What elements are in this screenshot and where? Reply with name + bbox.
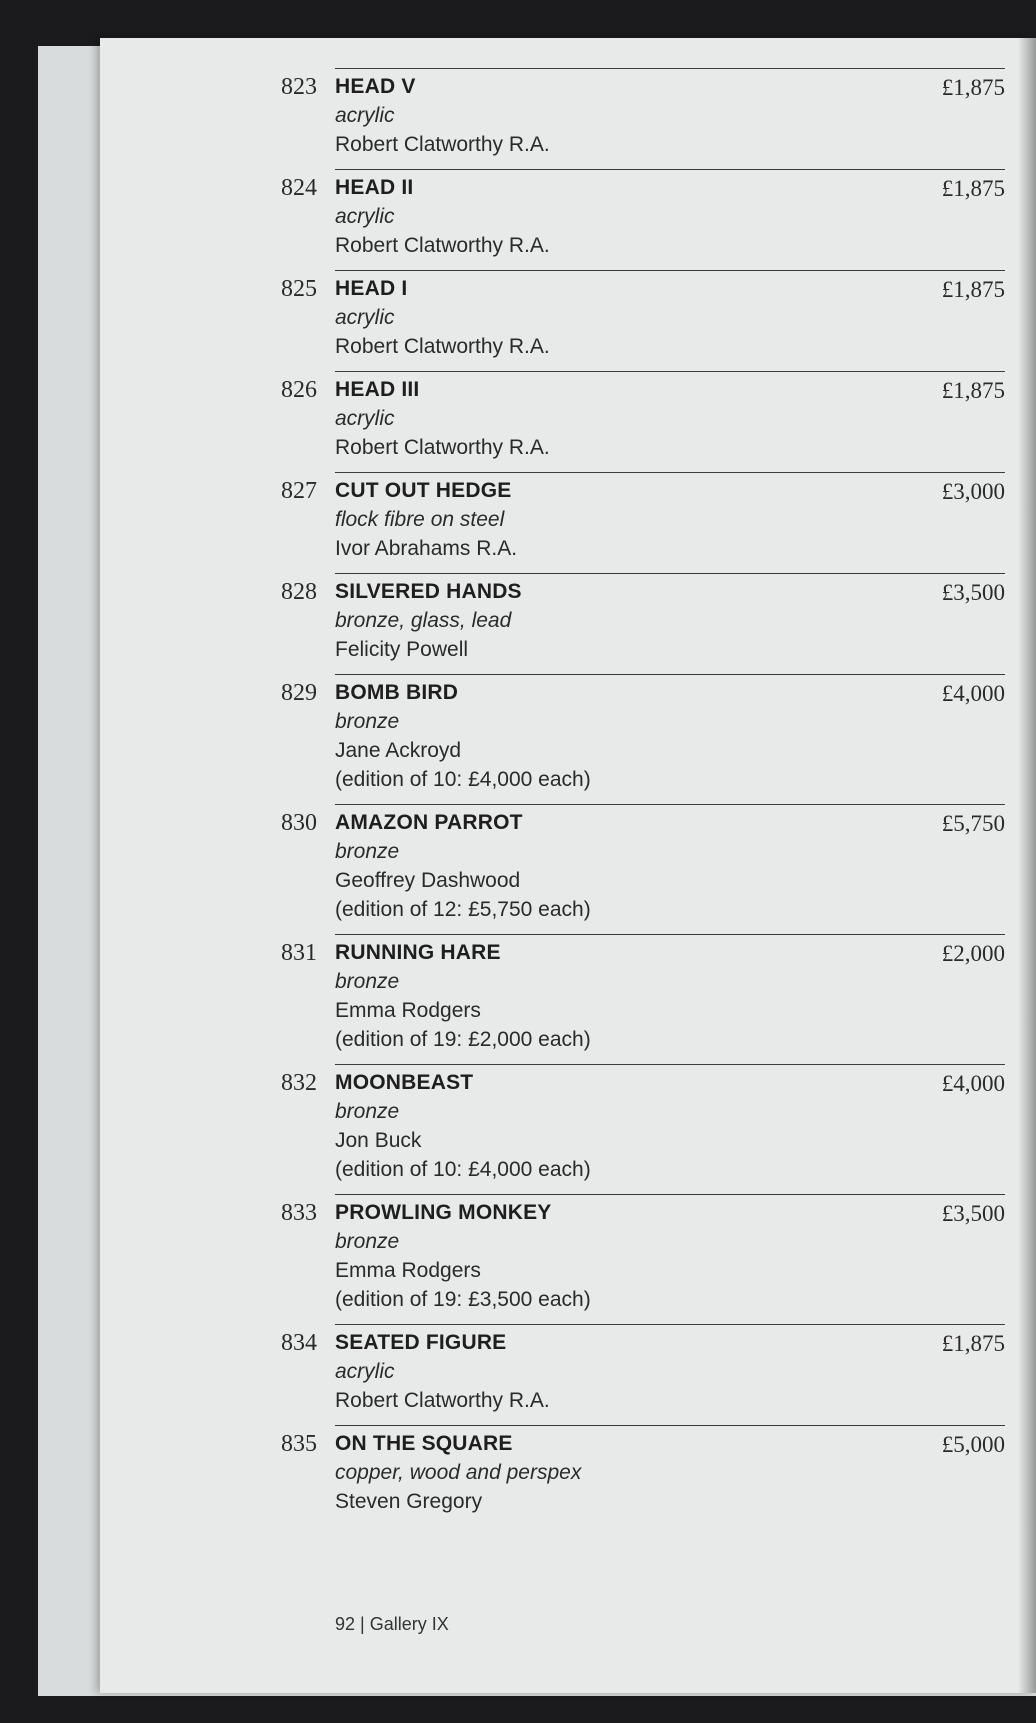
entry-number: 833 <box>281 1200 317 1226</box>
entry-number: 827 <box>281 478 317 504</box>
entry-medium: acrylic <box>335 407 395 430</box>
entry-title: AMAZON PARROT <box>335 811 523 834</box>
entry-number: 835 <box>281 1431 317 1457</box>
entry-medium: flock fibre on steel <box>335 508 505 531</box>
entry-medium: acrylic <box>335 1360 395 1383</box>
entry-edition: (edition of 19: £3,500 each) <box>335 1288 591 1311</box>
entry-artist: Emma Rodgers <box>335 1259 481 1282</box>
entry-number: 832 <box>281 1070 317 1096</box>
entry-price: £4,000 <box>941 1071 1005 1096</box>
divider <box>335 573 1005 574</box>
entry-title: MOONBEAST <box>335 1071 474 1094</box>
entry-price: £3,500 <box>941 1201 1005 1226</box>
entry-title: SILVERED HANDS <box>335 580 522 603</box>
entry-title: HEAD III <box>335 378 420 401</box>
entry-medium: bronze <box>335 710 400 733</box>
entry-medium: copper, wood and perspex <box>335 1461 582 1484</box>
entry-number: 823 <box>281 74 317 100</box>
entry-price: £4,000 <box>941 681 1005 706</box>
entry-artist: Jane Ackroyd <box>335 739 462 762</box>
divider <box>335 1194 1005 1195</box>
entry-price: £1,875 <box>941 75 1005 100</box>
entry-price: £3,000 <box>941 479 1005 504</box>
entry-title: HEAD V <box>335 75 416 98</box>
divider <box>335 371 1005 372</box>
entry-medium: bronze <box>335 840 400 863</box>
entry-title: CUT OUT HEDGE <box>335 479 512 502</box>
entry-edition: (edition of 12: £5,750 each) <box>335 898 591 921</box>
entry-title: HEAD I <box>335 277 408 300</box>
entry-edition: (edition of 10: £4,000 each) <box>335 1158 591 1181</box>
entry-edition: (edition of 19: £2,000 each) <box>335 1028 591 1051</box>
divider <box>335 68 1005 69</box>
entry-number: 825 <box>281 276 317 302</box>
entry-number: 828 <box>281 579 317 605</box>
divider <box>335 169 1005 170</box>
entry-artist: Jon Buck <box>335 1129 422 1152</box>
entry-artist: Robert Clatworthy R.A. <box>335 133 550 156</box>
entry-price: £1,875 <box>941 176 1005 201</box>
entry-title: PROWLING MONKEY <box>335 1201 552 1224</box>
entry-number: 830 <box>281 810 317 836</box>
entry-artist: Geoffrey Dashwood <box>335 869 521 892</box>
entry-medium: acrylic <box>335 205 395 228</box>
entry-price: £2,000 <box>941 941 1005 966</box>
divider <box>335 472 1005 473</box>
entry-price: £5,000 <box>941 1432 1005 1457</box>
entry-number: 831 <box>281 940 317 966</box>
divider <box>335 1425 1005 1426</box>
entry-title: SEATED FIGURE <box>335 1331 507 1354</box>
entry-edition: (edition of 10: £4,000 each) <box>335 768 591 791</box>
entry-medium: bronze <box>335 1100 400 1123</box>
entry-title: RUNNING HARE <box>335 941 501 964</box>
entry-price: £5,750 <box>941 811 1005 836</box>
entry-title: HEAD II <box>335 176 414 199</box>
divider <box>335 934 1005 935</box>
divider <box>335 674 1005 675</box>
entry-number: 829 <box>281 680 317 706</box>
page-footer: 92 | Gallery IX <box>335 1614 449 1634</box>
entry-title: ON THE SQUARE <box>335 1432 513 1455</box>
entry-medium: acrylic <box>335 306 395 329</box>
entry-medium: acrylic <box>335 104 395 127</box>
entry-price: £1,875 <box>941 277 1005 302</box>
divider <box>335 270 1005 271</box>
entry-medium: bronze, glass, lead <box>335 609 512 632</box>
entry-artist: Robert Clatworthy R.A. <box>335 234 550 257</box>
divider <box>335 1324 1005 1325</box>
entry-price: £1,875 <box>941 378 1005 403</box>
entry-medium: bronze <box>335 970 400 993</box>
divider <box>335 804 1005 805</box>
entry-number: 824 <box>281 175 317 201</box>
entry-artist: Robert Clatworthy R.A. <box>335 436 550 459</box>
entry-artist: Robert Clatworthy R.A. <box>335 1389 550 1412</box>
entry-artist: Emma Rodgers <box>335 999 481 1022</box>
entry-artist: Ivor Abrahams R.A. <box>335 537 518 560</box>
entry-price: £3,500 <box>941 580 1005 605</box>
entry-artist: Steven Gregory <box>335 1490 483 1513</box>
entry-price: £1,875 <box>941 1331 1005 1356</box>
divider <box>335 1064 1005 1065</box>
entry-medium: bronze <box>335 1230 400 1253</box>
entry-title: BOMB BIRD <box>335 681 459 704</box>
entry-number: 834 <box>281 1330 317 1356</box>
entry-number: 826 <box>281 377 317 403</box>
entry-artist: Robert Clatworthy R.A. <box>335 335 550 358</box>
entry-artist: Felicity Powell <box>335 638 469 661</box>
